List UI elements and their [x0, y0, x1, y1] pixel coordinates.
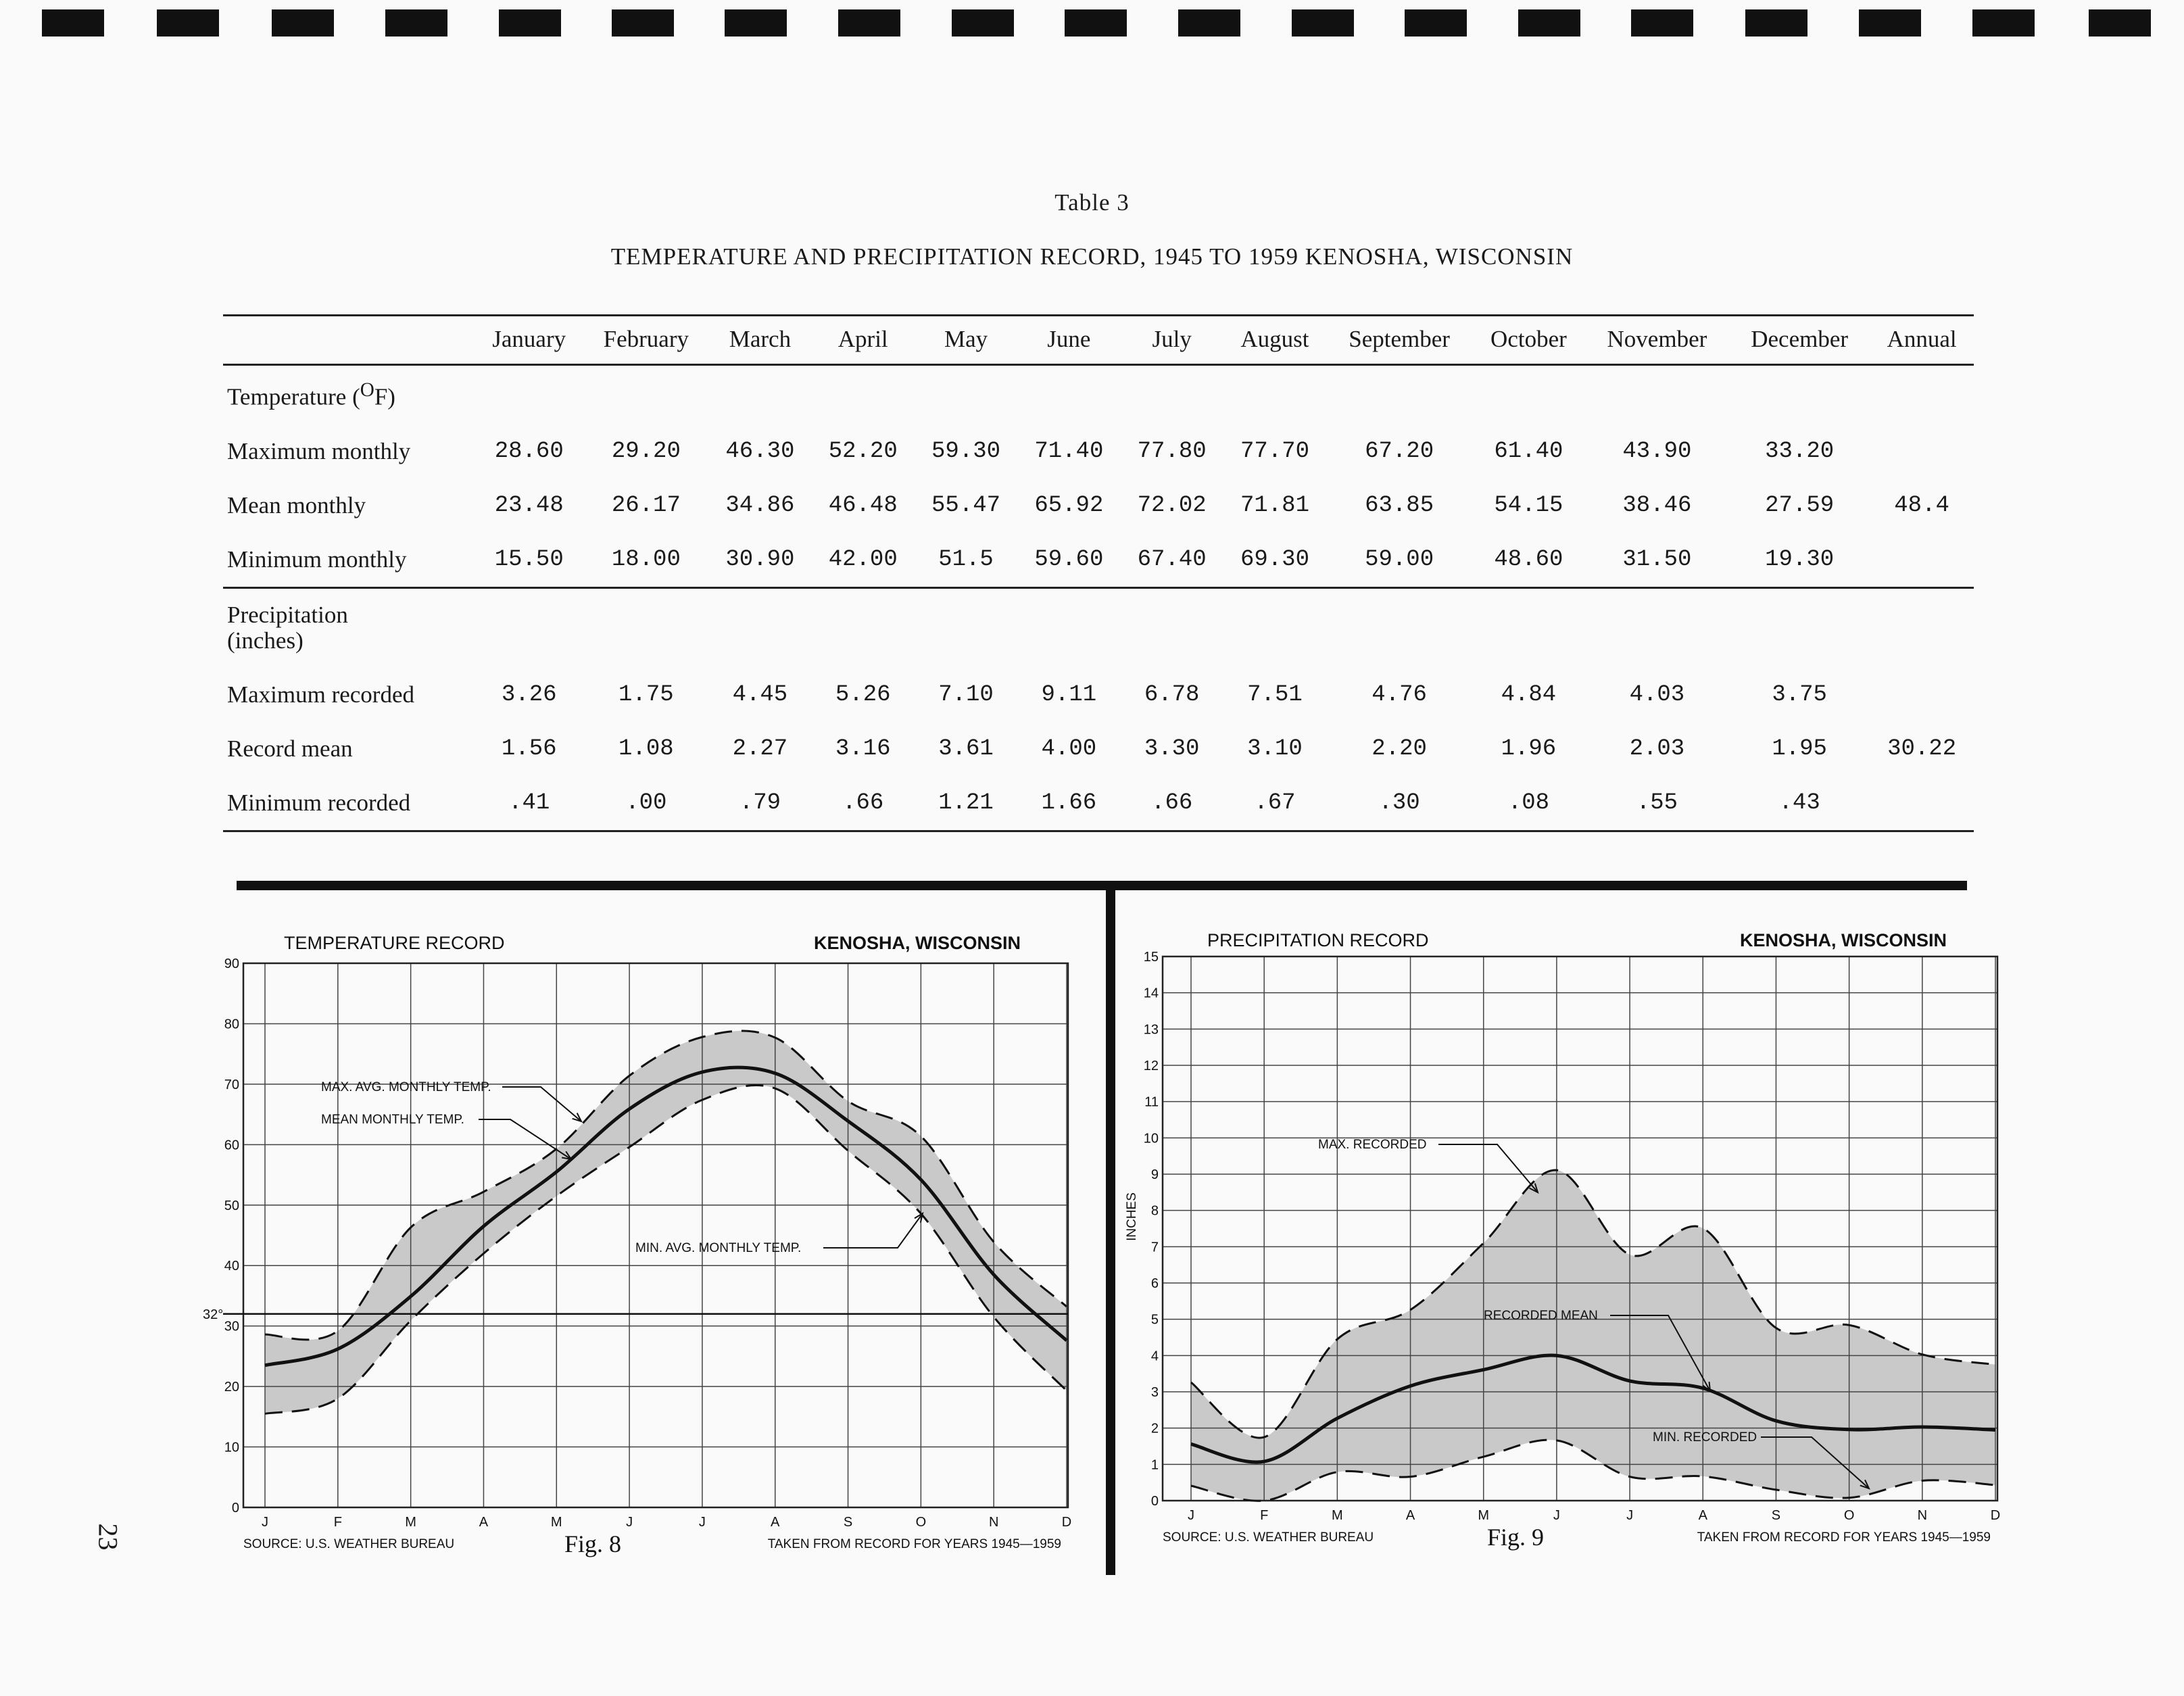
precipitation-y-tick-label: 13 [1143, 1022, 1159, 1038]
table-cell: 59.30 [931, 438, 1001, 464]
column-header: October [1472, 316, 1585, 365]
table-cell: 46.48 [828, 492, 898, 518]
temperature-heading-text: Temperature ( [227, 383, 360, 410]
table-cell: 48.60 [1494, 546, 1563, 573]
temperature-y-tick-label: 90 [224, 956, 239, 971]
table-cell: 19.30 [1765, 546, 1835, 573]
table-cell: 27.59 [1765, 492, 1835, 518]
table-cell: 1.95 [1772, 735, 1827, 762]
table-cell: 42.00 [828, 546, 898, 573]
precipitation-y-tick-label: 14 [1143, 986, 1159, 1001]
precipitation-y-tick-label: 1 [1150, 1457, 1159, 1473]
binder-hole [1631, 9, 1693, 37]
column-header: Annual [1870, 316, 1974, 365]
table-cell: 26.17 [611, 492, 681, 518]
table-cell: 71.40 [1034, 438, 1104, 464]
precipitation-location: KENOSHA, WISCONSIN [1739, 930, 1947, 950]
table-cell: 43.90 [1622, 438, 1692, 464]
temperature-chart [203, 913, 1095, 1561]
header-blank [223, 316, 475, 365]
table-cell: 38.46 [1622, 492, 1692, 518]
temperature-y-tick-label: 20 [224, 1380, 239, 1395]
temperature-x-tick-label: J [626, 1515, 633, 1530]
table-cell: 9.11 [1041, 681, 1097, 708]
precipitation-y-tick-label: 9 [1150, 1167, 1159, 1182]
table-cell: 7.51 [1247, 681, 1303, 708]
table-header-row [223, 316, 1974, 365]
row-label: Mean monthly [227, 491, 366, 518]
row-label: Maximum recorded [227, 681, 414, 708]
table-cell: 59.60 [1034, 546, 1104, 573]
precipitation-y-tick-label: 6 [1150, 1276, 1159, 1291]
temperature-freezing-label: 32° [203, 1307, 224, 1322]
table-cell: 28.60 [494, 438, 564, 464]
binder-hole [1859, 9, 1921, 37]
binder-hole [1065, 9, 1127, 37]
precipitation-x-tick-label: F [1260, 1508, 1269, 1523]
column-header: September [1326, 316, 1472, 365]
column-header: June [1017, 316, 1120, 365]
binder-hole [2089, 9, 2151, 37]
table-cell: 63.85 [1365, 492, 1434, 518]
table-number: Table 3 [1054, 189, 1130, 216]
precipitation-range-band [1191, 1170, 1995, 1501]
binder-hole [612, 9, 674, 37]
table-cell: 52.20 [828, 438, 898, 464]
binder-hole [725, 9, 787, 37]
table-row [223, 776, 1974, 831]
temperature-y-tick-label: 70 [224, 1077, 239, 1092]
binder-hole [1292, 9, 1354, 37]
precipitation-y-tick-label: 7 [1150, 1240, 1159, 1255]
table-cell: 77.80 [1137, 438, 1207, 464]
temperature-y-tick-label: 80 [224, 1017, 239, 1032]
table-cell: 69.30 [1240, 546, 1309, 573]
table-cell: 48.4 [1894, 492, 1949, 518]
table-cell: 59.00 [1365, 546, 1434, 573]
column-header: April [812, 316, 915, 365]
temperature-x-tick-label: A [771, 1515, 780, 1530]
precipitation-source: SOURCE: U.S. WEATHER BUREAU [1163, 1530, 1374, 1545]
temperature-y-tick-label: 50 [224, 1198, 239, 1213]
table-cell: 7.10 [938, 681, 994, 708]
precipitation-x-tick-label: M [1478, 1508, 1490, 1523]
table-cell: 4.03 [1629, 681, 1685, 708]
table-cell: 4.76 [1372, 681, 1427, 708]
binder-hole [42, 9, 104, 37]
column-header: May [915, 316, 1017, 365]
table-cell: .08 [1472, 776, 1585, 831]
table-cell: 4.00 [1041, 735, 1097, 762]
table-cell [1870, 533, 1974, 588]
table-cell: 3.10 [1247, 735, 1303, 762]
temperature-y-tick-label: 10 [224, 1440, 239, 1455]
table-cell: 1.08 [618, 735, 674, 762]
precipitation-series-label: MIN. RECORDED [1653, 1430, 1757, 1445]
table-cell: .66 [812, 776, 915, 831]
table-cell [1870, 776, 1974, 831]
table-title: TEMPERATURE AND PRECIPITATION RECORD, 1945 TO 1959 KENOSHA, WISCONSIN [610, 243, 1574, 270]
table-cell: 23.48 [494, 492, 564, 518]
column-header: February [583, 316, 708, 365]
row-label: Minimum monthly [227, 546, 407, 573]
precipitation-y-tick-label: 10 [1143, 1131, 1159, 1146]
table-cell: 67.40 [1137, 546, 1207, 573]
temperature-x-tick-label: J [262, 1515, 268, 1530]
precipitation-y-tick-label: 12 [1143, 1059, 1159, 1073]
precipitation-x-tick-label: M [1332, 1508, 1343, 1523]
table-cell: 34.86 [725, 492, 795, 518]
table-cell: 15.50 [494, 546, 564, 573]
temperature-x-tick-label: M [405, 1515, 416, 1530]
table-cell: .30 [1326, 776, 1472, 831]
precipitation-x-tick-label: J [1626, 1508, 1634, 1523]
table-cell: 67.20 [1365, 438, 1434, 464]
precipitation-x-tick-label: D [1990, 1508, 2001, 1523]
table-cell: 65.92 [1034, 492, 1104, 518]
table-cell: 77.70 [1240, 438, 1309, 464]
temperature-unit: F) [374, 383, 395, 410]
binder-hole [499, 9, 561, 37]
temperature-y-tick-label: 0 [231, 1501, 239, 1516]
precipitation-y-tick-label: 4 [1150, 1349, 1159, 1364]
table-cell: 71.81 [1240, 492, 1309, 518]
table-cell: 72.02 [1137, 492, 1207, 518]
temperature-x-tick-label: N [988, 1515, 999, 1530]
temperature-series-label: MAX. AVG. MONTHLY TEMP. [321, 1080, 491, 1094]
table-cell: 4.45 [732, 681, 788, 708]
binder-hole [272, 9, 334, 37]
precipitation-x-tick-label: O [1843, 1508, 1855, 1523]
table-cell: 3.26 [501, 681, 557, 708]
temperature-x-tick-label: J [698, 1515, 706, 1530]
table-cell: 46.30 [725, 438, 795, 464]
temperature-x-tick-label: M [550, 1515, 562, 1530]
column-header: July [1121, 316, 1223, 365]
table-cell: 1.21 [915, 776, 1017, 831]
temperature-note: TAKEN FROM RECORD FOR YEARS 1945—1959 [767, 1537, 1061, 1551]
table-cell: .43 [1729, 776, 1870, 831]
table-cell: 6.78 [1144, 681, 1200, 708]
precipitation-y-tick-label: 0 [1150, 1494, 1159, 1509]
precipitation-y-axis-label: INCHES [1125, 1192, 1139, 1241]
temperature-heading [223, 365, 1974, 425]
table-cell: 2.20 [1372, 735, 1427, 762]
temperature-figure-label: Fig. 8 [564, 1530, 622, 1557]
row-label: Maximum monthly [227, 437, 411, 464]
page-number: 23 [93, 1523, 124, 1551]
table-cell: .41 [475, 776, 583, 831]
temperature-y-tick-label: 40 [224, 1259, 239, 1274]
precipitation-y-tick-label: 8 [1150, 1203, 1159, 1219]
row-label: Record mean [227, 735, 353, 762]
column-header: March [708, 316, 811, 365]
table-cell: 2.27 [732, 735, 788, 762]
table-cell: 31.50 [1622, 546, 1692, 573]
binder-hole [385, 9, 447, 37]
temperature-x-tick-label: S [843, 1515, 853, 1530]
table-cell: 1.66 [1017, 776, 1120, 831]
temperature-series-label: MIN. AVG. MONTHLY TEMP. [635, 1241, 802, 1255]
temperature-heading-row [223, 365, 1974, 425]
temperature-y-tick-label: 30 [224, 1319, 239, 1334]
precipitation-y-tick-label: 5 [1150, 1312, 1159, 1328]
precipitation-chart [1122, 913, 2028, 1561]
binder-hole [1405, 9, 1467, 37]
precipitation-y-tick-label: 2 [1150, 1421, 1159, 1436]
table-cell: 54.15 [1494, 492, 1563, 518]
precipitation-x-tick-label: J [1188, 1508, 1194, 1523]
table-cell: 3.61 [938, 735, 994, 762]
precipitation-leader-line [1438, 1144, 1538, 1192]
column-header: December [1729, 316, 1870, 365]
table-cell: 3.30 [1144, 735, 1200, 762]
table-row [223, 722, 1974, 776]
precipitation-title: PRECIPITATION RECORD [1207, 930, 1429, 950]
temperature-source: SOURCE: U.S. WEATHER BUREAU [243, 1537, 455, 1551]
column-header: November [1585, 316, 1729, 365]
table-cell: 5.26 [835, 681, 891, 708]
precipitation-figure-label: Fig. 9 [1487, 1524, 1545, 1551]
degree-marker: O [360, 379, 374, 401]
table-cell: 29.20 [611, 438, 681, 464]
table-cell: .67 [1223, 776, 1326, 831]
binder-hole [1972, 9, 2035, 37]
temperature-leader-line [823, 1213, 923, 1248]
precipitation-unit: (inches) [227, 627, 304, 654]
precipitation-y-tick-label: 3 [1150, 1385, 1159, 1400]
vertical-divider [1106, 886, 1115, 1575]
table-cell: 1.56 [501, 735, 557, 762]
precipitation-heading-text: Precipitation [227, 601, 348, 628]
table-cell: .66 [1121, 776, 1223, 831]
table-cell: 18.00 [611, 546, 681, 573]
table-cell: 2.03 [1629, 735, 1685, 762]
temperature-x-tick-label: A [479, 1515, 489, 1530]
table-row [223, 533, 1974, 588]
temperature-x-tick-label: D [1061, 1515, 1072, 1530]
table-cell: 3.16 [835, 735, 891, 762]
precipitation-heading-row [223, 587, 1974, 668]
temperature-location: KENOSHA, WISCONSIN [813, 933, 1021, 953]
binder-hole [157, 9, 219, 37]
temperature-title: TEMPERATURE RECORD [284, 933, 505, 953]
temperature-x-tick-label: O [915, 1515, 927, 1530]
table-row [223, 668, 1974, 722]
table-cell [1870, 425, 1974, 479]
table-cell: 3.75 [1772, 681, 1827, 708]
table-cell: 1.96 [1501, 735, 1557, 762]
precipitation-x-tick-label: J [1553, 1508, 1560, 1523]
table-row [223, 425, 1974, 479]
table-cell: 30.90 [725, 546, 795, 573]
table-cell: 61.40 [1494, 438, 1563, 464]
table-cell: 4.84 [1501, 681, 1557, 708]
binder-hole [1518, 9, 1580, 37]
table-cell [1870, 668, 1974, 722]
precipitation-x-tick-label: N [1917, 1508, 1928, 1523]
precipitation-note: TAKEN FROM RECORD FOR YEARS 1945—1959 [1697, 1530, 1991, 1545]
temperature-leader-line [502, 1087, 581, 1121]
table-cell: 30.22 [1887, 735, 1957, 762]
precipitation-x-tick-label: S [1771, 1508, 1781, 1523]
heavy-divider [237, 881, 1967, 890]
column-header: January [475, 316, 583, 365]
precipitation-series-label: MAX. RECORDED [1318, 1138, 1427, 1152]
row-label: Minimum recorded [223, 776, 475, 831]
table-row [223, 479, 1974, 533]
temperature-series-label: MEAN MONTHLY TEMP. [321, 1113, 464, 1127]
table-cell: .79 [708, 776, 811, 831]
column-header: August [1223, 316, 1326, 365]
temperature-x-tick-label: F [333, 1515, 342, 1530]
table-cell: 33.20 [1765, 438, 1835, 464]
binder-hole [838, 9, 900, 37]
binder-hole [1745, 9, 1807, 37]
binder-hole [952, 9, 1014, 37]
table-cell: 55.47 [931, 492, 1001, 518]
binder-hole [1178, 9, 1240, 37]
precipitation-x-tick-label: A [1698, 1508, 1707, 1523]
record-table [223, 314, 1974, 832]
precipitation-y-tick-label: 11 [1144, 1094, 1159, 1110]
precipitation-series-label: RECORDED MEAN [1484, 1309, 1598, 1323]
temperature-y-tick-label: 60 [224, 1138, 239, 1153]
precipitation-heading [223, 587, 1974, 668]
precipitation-x-tick-label: A [1405, 1508, 1415, 1523]
table-cell: .00 [583, 776, 708, 831]
precipitation-y-tick-label: 15 [1143, 950, 1159, 965]
table-cell: 1.75 [618, 681, 674, 708]
table-cell: .55 [1585, 776, 1729, 831]
table-cell: 51.5 [938, 546, 994, 573]
